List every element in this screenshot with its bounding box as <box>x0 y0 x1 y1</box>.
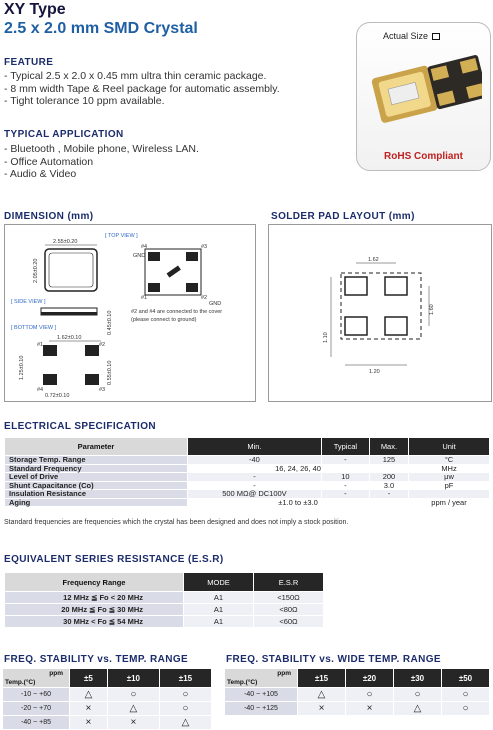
top-view-outline <box>45 249 97 291</box>
column-header: Max. <box>369 438 408 456</box>
table-row <box>5 464 490 473</box>
electrical-heading: ELECTRICAL SPECIFICATION <box>4 421 157 432</box>
symbol-cell: × <box>107 716 159 730</box>
param-cell: Storage Temp. Range <box>5 456 188 465</box>
column-header: Parameter <box>5 438 188 456</box>
solder-dim-4: 1.20 <box>369 369 380 375</box>
application-list <box>4 143 199 181</box>
wide-stability-heading: FREQ. STABILITY vs. WIDE TEMP. RANGE <box>226 654 441 665</box>
list-item: - 8 mm width Tape & Reel package for automatic assembly. <box>4 82 280 95</box>
table-cell: A1 <box>184 604 254 616</box>
connection-note: #2 and #4 are connected to the cover <box>131 309 223 315</box>
pinout-gnd-label-2: GND <box>209 301 222 307</box>
side-view-label: [ SIDE VIEW ] <box>11 299 46 305</box>
table-cell: - <box>321 490 369 499</box>
feature-heading: FEATURE <box>4 57 54 68</box>
symbol-cell: ○ <box>394 688 442 702</box>
table-cell <box>409 490 490 499</box>
table-row <box>5 498 490 507</box>
pin-4-label: #4 <box>37 387 44 393</box>
column-header: ±15 <box>159 669 211 688</box>
table-row <box>5 456 490 465</box>
dim-pad-spacing: 0.55±0.10 <box>107 360 113 385</box>
param-cell: 30 MHz < Fo ≦ 54 MHz <box>5 616 184 628</box>
pin-3-label: #3 <box>99 387 106 393</box>
table-cell: 200 <box>369 473 408 482</box>
solder-svg <box>269 225 491 401</box>
list-item: - Office Automation <box>4 155 94 168</box>
param-cell: Aging <box>5 498 188 507</box>
list-item: - Bluetooth , Mobile phone, Wireless LAN. <box>4 143 199 155</box>
list-item: - Audio & Video <box>4 168 77 180</box>
table-cell: ±1.0 to ±3.0 <box>188 498 409 507</box>
table-row <box>5 604 324 616</box>
dimension-heading: DIMENSION (mm) <box>4 211 94 222</box>
symbol-cell: × <box>298 702 346 716</box>
table-cell: °C <box>409 456 490 465</box>
table-cell: ppm / year <box>409 498 490 507</box>
solder-dim-1: 1.62 <box>368 257 379 263</box>
table-cell: A1 <box>184 592 254 604</box>
table-header-row <box>5 573 324 592</box>
param-cell: Standard Frequency <box>5 464 188 473</box>
table-cell: <80Ω <box>254 604 324 616</box>
list-item: - Tight tolerance 10 ppm available. <box>4 95 165 107</box>
table-row <box>5 473 490 482</box>
table-row <box>3 688 212 702</box>
dimension-svg <box>5 225 255 401</box>
esr-table <box>4 572 324 628</box>
corner-header: ppm Temp.(°C) <box>225 669 298 688</box>
table-header-row <box>5 438 490 456</box>
table-cell: - <box>188 473 322 482</box>
list-item: - Typical 2.5 x 2.0 x 0.45 mm ultra thin ceramic package. <box>4 70 267 82</box>
column-header: ±50 <box>442 669 490 688</box>
table-cell: 16, 24, 26, 40 <box>188 464 409 473</box>
column-header: Typical <box>321 438 369 456</box>
symbol-cell: △ <box>70 688 108 702</box>
pinout-gnd-label: GND <box>133 253 146 259</box>
solder-dim-3: 1.10 <box>323 332 329 343</box>
symbol-cell: × <box>346 702 394 716</box>
stability-heading: FREQ. STABILITY vs. TEMP. RANGE <box>4 654 189 665</box>
dim-pad-bottom: 0.72±0.10 <box>45 393 70 399</box>
feature-list <box>4 70 280 108</box>
page-title: XY Type <box>4 1 66 18</box>
column-header: Unit <box>409 438 490 456</box>
table-row <box>5 616 324 628</box>
dim-pad-width: 1.62±0.10 <box>57 335 82 341</box>
table-header-row <box>3 669 212 688</box>
symbol-cell: ○ <box>159 702 211 716</box>
pinout-2-label: #2 <box>201 295 208 301</box>
symbol-cell: △ <box>107 702 159 716</box>
symbol-cell: △ <box>159 716 211 730</box>
param-cell: Shunt Capacitance (Co) <box>5 481 188 490</box>
temp-cell: -10 ~ +60 <box>3 688 70 702</box>
symbol-cell: ○ <box>346 688 394 702</box>
temp-cell: -40 ~ +85 <box>3 716 70 730</box>
param-cell: Level of Drive <box>5 473 188 482</box>
pinout-3-label: #3 <box>201 244 208 250</box>
table-cell: - <box>321 481 369 490</box>
symbol-cell: ○ <box>107 688 159 702</box>
crystal-photo <box>367 49 482 144</box>
actual-size-label: Actual Size <box>383 31 440 41</box>
square-icon <box>432 33 440 40</box>
param-cell: Insulation Resistance <box>5 490 188 499</box>
table-cell: -40 <box>188 456 322 465</box>
pinout-4-label: #4 <box>141 244 148 250</box>
table-cell: - <box>321 456 369 465</box>
table-cell: 125 <box>369 456 408 465</box>
solder-dim-2: 1.60 <box>429 304 435 315</box>
product-photo-panel <box>356 22 491 171</box>
table-cell: A1 <box>184 616 254 628</box>
application-heading: TYPICAL APPLICATION <box>4 129 124 140</box>
column-header: ±5 <box>70 669 108 688</box>
table-cell: 3.0 <box>369 481 408 490</box>
table-row <box>5 490 490 499</box>
symbol-cell: △ <box>394 702 442 716</box>
rohs-badge: RoHS Compliant <box>384 151 463 162</box>
table-row <box>225 688 490 702</box>
table-cell: - <box>369 490 408 499</box>
symbol-cell: × <box>70 702 108 716</box>
solder-pad-drawing <box>268 224 492 402</box>
symbol-cell: ○ <box>442 702 490 716</box>
pin-2-label: #2 <box>99 342 106 348</box>
column-header: ±30 <box>394 669 442 688</box>
column-header: MODE <box>184 573 254 592</box>
page-subtitle: 2.5 x 2.0 mm SMD Crystal <box>4 20 198 37</box>
table-cell: pF <box>409 481 490 490</box>
dimension-drawing <box>4 224 256 402</box>
corner-header: ppm Temp.(°C) <box>3 669 70 688</box>
temp-cell: -40 ~ +125 <box>225 702 298 716</box>
table-row <box>3 702 212 716</box>
symbol-cell: △ <box>298 688 346 702</box>
symbol-cell: ○ <box>442 688 490 702</box>
dim-thickness: 0.45±0.10 <box>107 310 113 335</box>
table-cell: <150Ω <box>254 592 324 604</box>
column-header: ±20 <box>346 669 394 688</box>
esr-heading: EQUIVALENT SERIES RESISTANCE (E.S.R) <box>4 554 224 565</box>
table-cell: MHz <box>409 464 490 473</box>
symbol-cell: × <box>70 716 108 730</box>
pinout-1-label: #1 <box>141 295 148 301</box>
column-header: E.S.R <box>254 573 324 592</box>
wide-stability-table <box>224 668 490 716</box>
stability-table <box>2 668 212 730</box>
temp-cell: -40 ~ +105 <box>225 688 298 702</box>
table-row <box>225 702 490 716</box>
top-view-label: [ TOP VIEW ] <box>105 233 138 239</box>
table-cell: <60Ω <box>254 616 324 628</box>
connection-note-2: (please connect to ground) <box>131 317 197 323</box>
column-header: ±15 <box>298 669 346 688</box>
column-header: Frequency Range <box>5 573 184 592</box>
column-header: ±10 <box>107 669 159 688</box>
table-cell: μw <box>409 473 490 482</box>
table-cell: 10 <box>321 473 369 482</box>
param-cell: 20 MHz ≦ Fo ≦ 30 MHz <box>5 604 184 616</box>
param-cell: 12 MHz ≦ Fo < 20 MHz <box>5 592 184 604</box>
table-cell: - <box>188 481 322 490</box>
bottom-view-label: [ BOTTOM VIEW ] <box>11 325 57 331</box>
table-cell: 500 MΩ@ DC100V <box>188 490 322 499</box>
dim-height: 2.05±0.20 <box>33 258 39 283</box>
pin-1-label: #1 <box>37 342 44 348</box>
table-row <box>5 592 324 604</box>
table-header-row <box>225 669 490 688</box>
temp-cell: -20 ~ +70 <box>3 702 70 716</box>
solder-heading: SOLDER PAD LAYOUT (mm) <box>271 211 415 222</box>
symbol-cell: ○ <box>159 688 211 702</box>
electrical-table <box>4 437 490 507</box>
column-header: Min. <box>188 438 322 456</box>
dim-width: 2.55±0.20 <box>53 239 78 245</box>
dim-pad-height: 1.25±0.10 <box>19 355 25 380</box>
frequency-note: Standard frequencies are frequencies which the crystal has been designed and does not imply a stock position. <box>4 519 349 526</box>
